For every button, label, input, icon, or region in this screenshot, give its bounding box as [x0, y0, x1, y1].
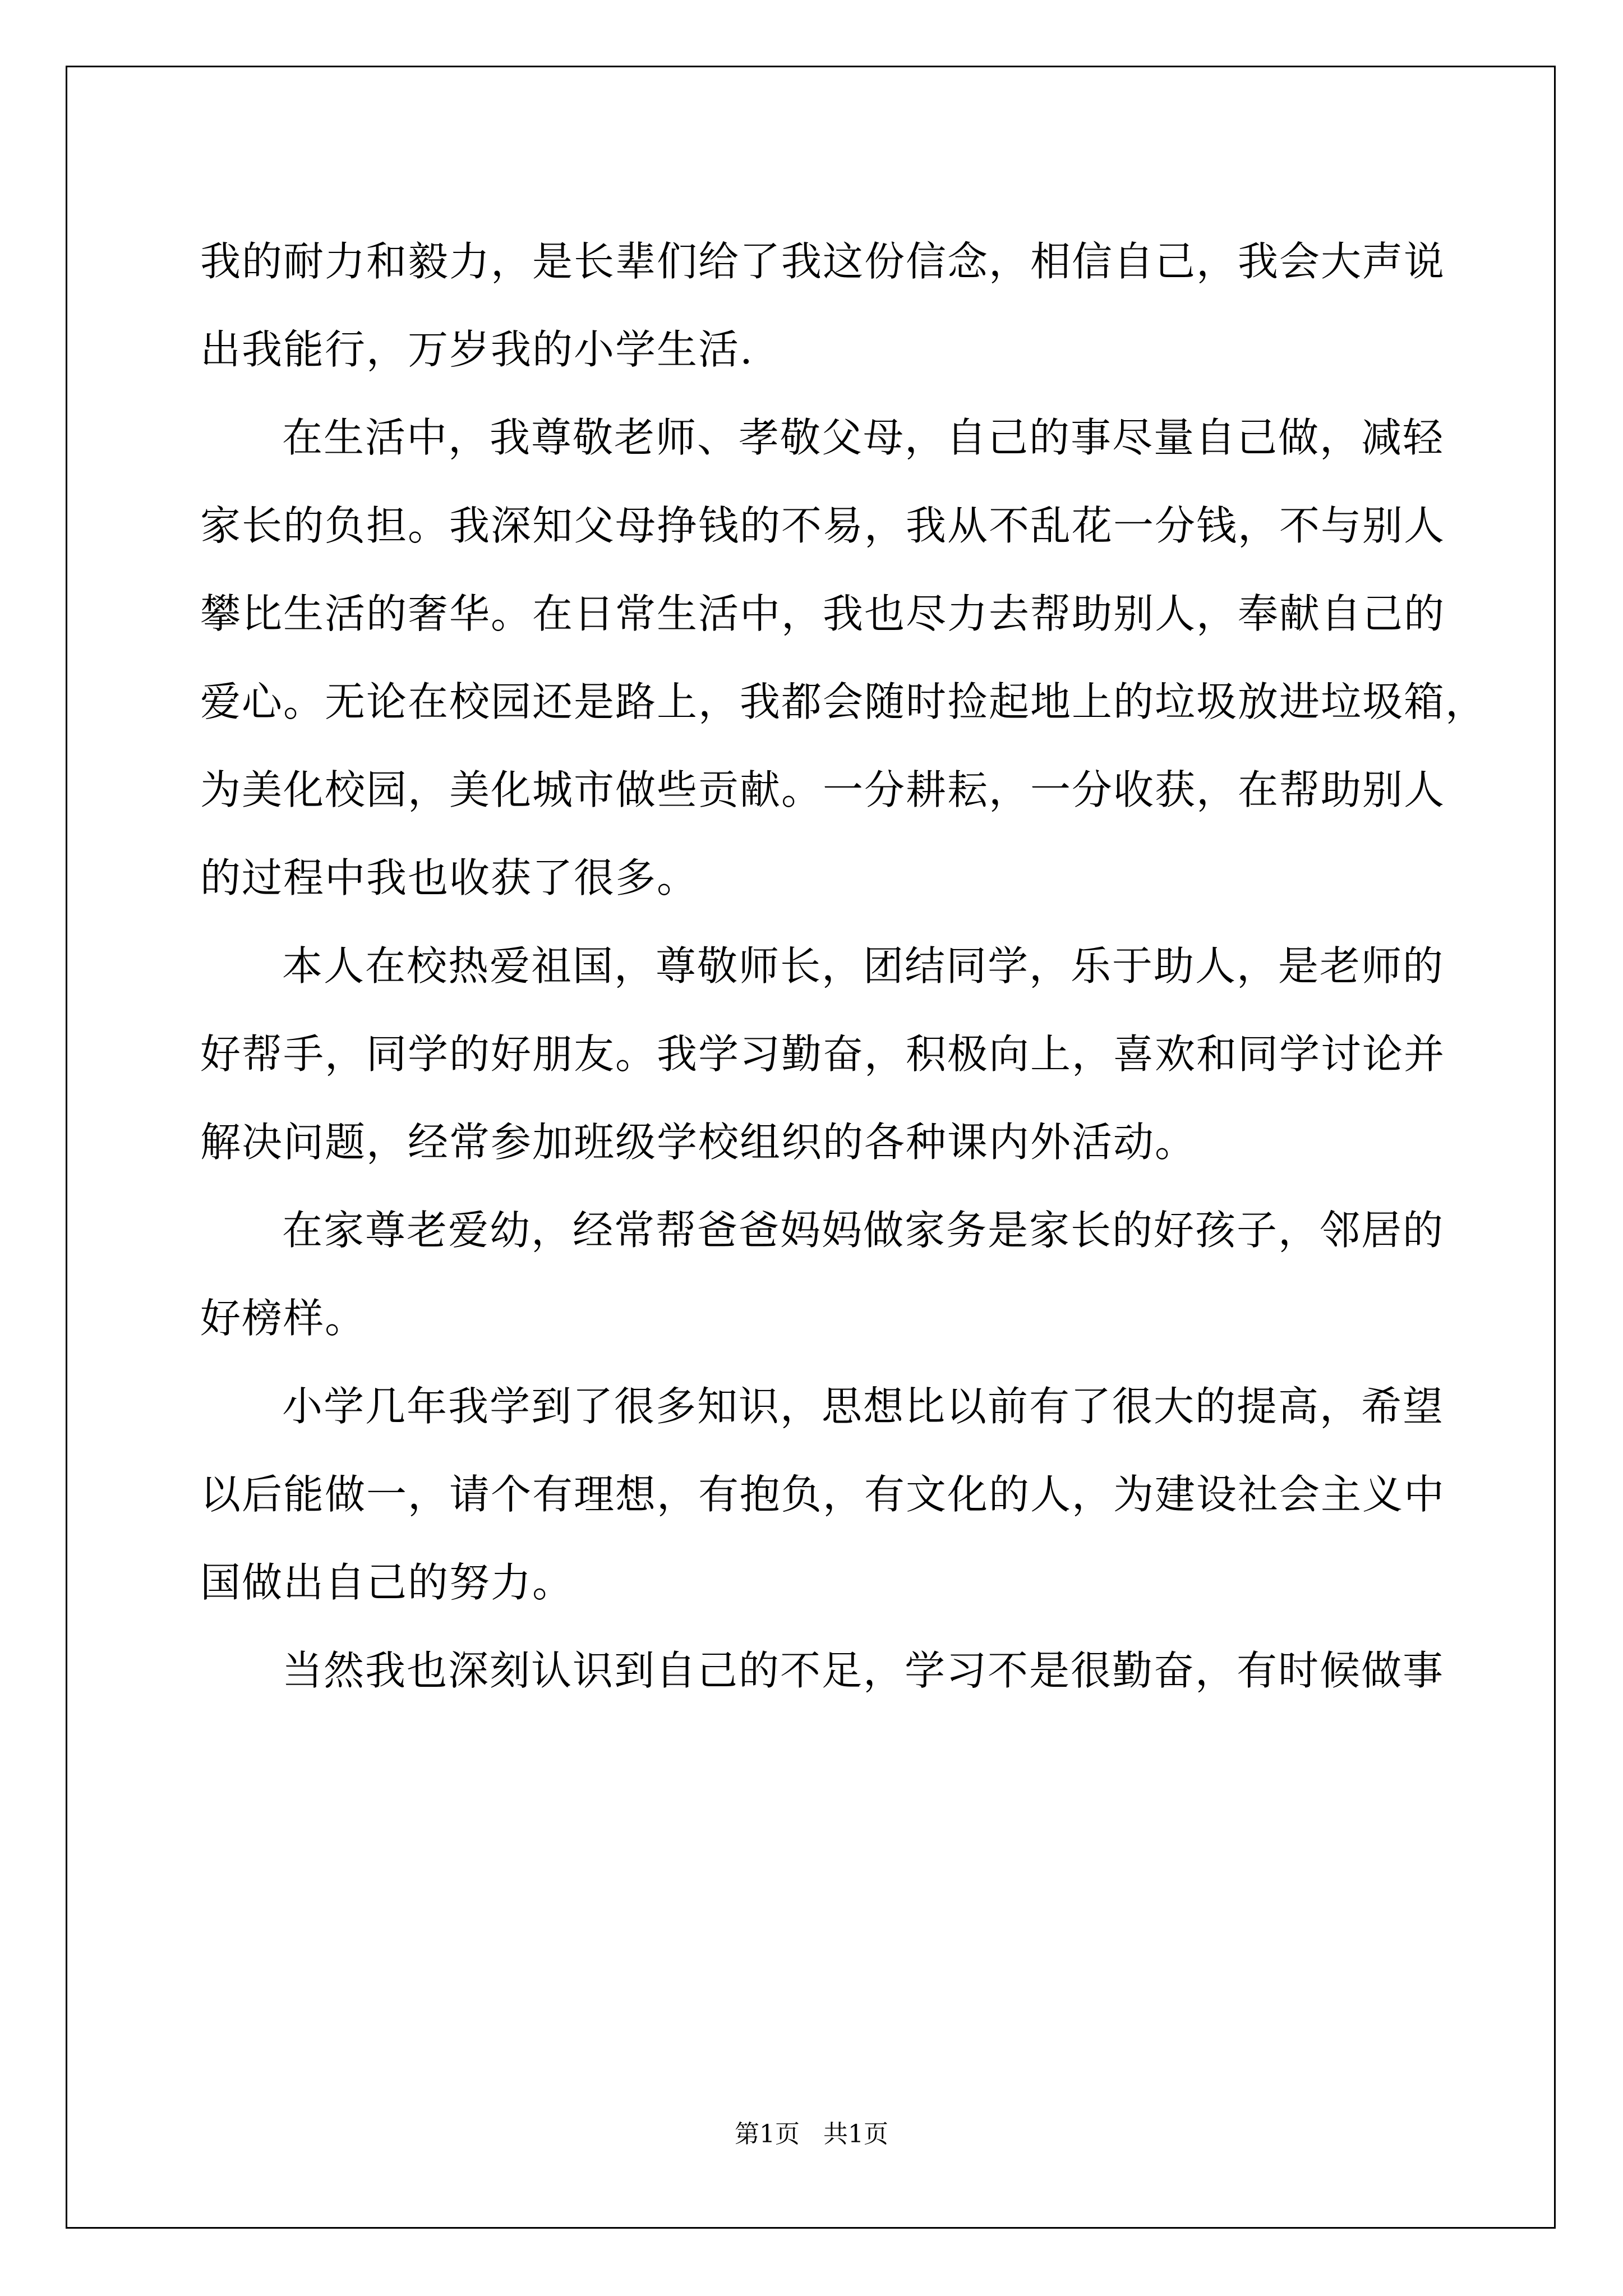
text-line: 在生活中，我尊敬老师、孝敬父母，自己的事尽量自己做，减轻	[282, 414, 1445, 461]
text-line: 为美化校园，美化城市做些贡献。一分耕耘，一分收获，在帮助别人	[200, 766, 1446, 813]
text-line: 解决问题，经常参加班级学校组织的各种课内外活动。	[200, 1119, 1197, 1166]
text-line: 攀比生活的奢华。在日常生活中，我也尽力去帮助别人，奉献自己的	[200, 590, 1446, 637]
text-line: 的过程中我也收获了很多。	[200, 854, 699, 901]
document-body	[200, 218, 1487, 1715]
paragraph-5	[200, 1363, 1445, 1627]
text-line: 小学几年我学到了很多知识，思想比以前有了很大的提高，希望	[282, 1383, 1445, 1430]
page-number-footer: 第1页 共1页	[735, 2120, 888, 2148]
text-line: 当然我也深刻认识到自己的不足，学习不是很勤奋，有时候做事	[282, 1647, 1445, 1694]
text-line: 出我能行，万岁我的小学生活.	[200, 326, 754, 373]
paragraph-3	[200, 922, 1445, 1186]
paragraph-2	[200, 394, 1487, 922]
text-line: 本人在校热爱祖国，尊敬师长，团结同学，乐于助人，是老师的	[282, 942, 1445, 990]
text-line: 爱心。无论在校园还是路上，我都会随时捡起地上的垃圾放进垃圾箱，	[200, 678, 1487, 725]
text-line: 以后能做一，请个有理想，有抱负，有文化的人，为建设社会主义中	[200, 1471, 1446, 1518]
text-line: 好帮手，同学的好朋友。我学习勤奋，积极向上，喜欢和同学讨论并	[200, 1030, 1446, 1078]
text-line: 在家尊老爱幼，经常帮爸爸妈妈做家务是家长的好孩子，邻居的	[282, 1207, 1445, 1254]
paragraph-6	[200, 1627, 1445, 1715]
text-line: 家长的负担。我深知父母挣钱的不易，我从不乱花一分钱，不与别人	[200, 502, 1446, 549]
text-line: 好榜样。	[200, 1295, 367, 1342]
paragraph-4	[200, 1186, 1445, 1363]
paragraph-1	[200, 218, 1445, 394]
text-line: 国做出自己的努力。	[200, 1559, 574, 1606]
text-line: 我的耐力和毅力，是长辈们给了我这份信念，相信自己，我会大声说	[200, 238, 1446, 285]
